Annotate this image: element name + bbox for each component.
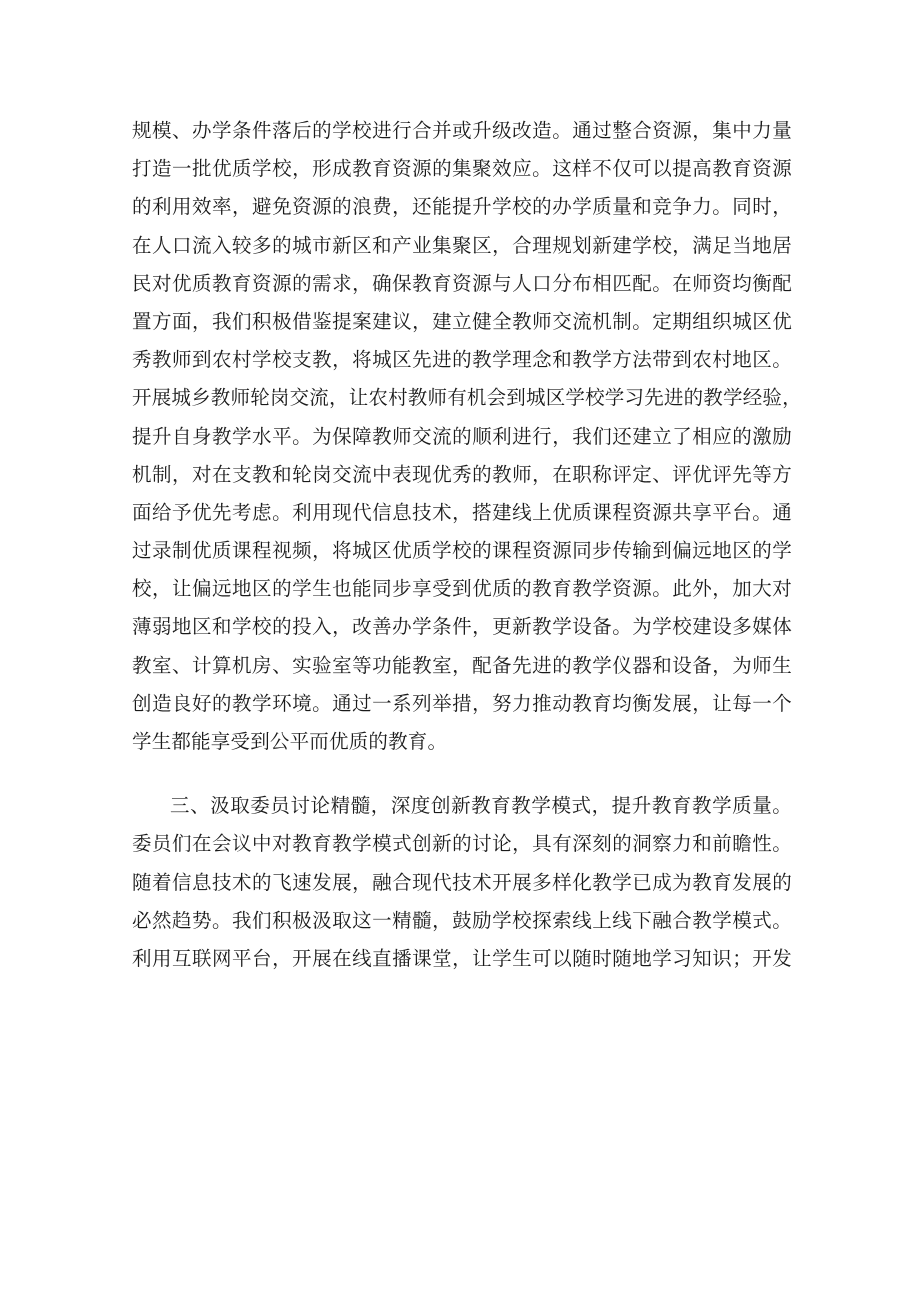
text-line: 薄弱地区和学校的投入，改善办学条件，更新教学设备。为学校建设多媒体 [132, 615, 792, 639]
text-line: 校，让偏远地区的学生也能同步享受到优质的教育教学资源。此外，加大对 [132, 577, 792, 601]
text-line: 的利用效率，避免资源的浪费，还能提升学校的办学质量和竞争力。同时， [132, 195, 792, 219]
paragraph-2 [132, 787, 792, 978]
text-line: 规模、办学条件落后的学校进行合并或升级改造。通过整合资源，集中力量 [132, 119, 792, 142]
section-heading-line: 三、汲取委员讨论精髓，深度创新教育教学模式，提升教育教学质量。 [170, 794, 792, 818]
text-line: 随着信息技术的飞速发展，融合现代技术开展多样化教学已成为教育发展的 [132, 870, 792, 894]
text-line: 民对优质教育资源的需求，确保教育资源与人口分布相匹配。在师资均衡配 [132, 271, 792, 295]
text-line: 教室、计算机房、实验室等功能教室，配备先进的教学仪器和设备，为师生 [132, 653, 792, 677]
paragraph-gap [132, 761, 792, 787]
text-line: 置方面，我们积极借鉴提案建议，建立健全教师交流机制。定期组织城区优 [132, 309, 792, 333]
text-line: 机制，对在支教和轮岗交流中表现优秀的教师，在职称评定、评优评先等方 [132, 462, 792, 486]
text-line: 委员们在会议中对教育教学模式创新的讨论，具有深刻的洞察力和前瞻性。 [132, 832, 792, 856]
document-body [132, 112, 802, 978]
text-line: 秀教师到农村学校支教，将城区先进的教学理念和教学方法带到农村地区。 [132, 348, 792, 372]
text-line: 开展城乡教师轮岗交流，让农村教师有机会到城区学校学习先进的教学经验， [132, 386, 802, 410]
text-line: 过录制优质课程视频，将城区优质学校的课程资源同步传输到偏远地区的学 [132, 539, 792, 563]
text-line: 创造良好的教学环境。通过一系列举措，努力推动教育均衡发展，让每一个 [132, 691, 792, 715]
text-line: 提升自身教学水平。为保障教师交流的顺利进行，我们还建立了相应的激励 [132, 424, 792, 448]
text-line: 打造一批优质学校，形成教育资源的集聚效应。这样不仅可以提高教育资源 [132, 157, 792, 181]
text-line: 学生都能享受到公平而优质的教育。 [132, 730, 448, 753]
text-line: 在人口流入较多的城市新区和产业集聚区，合理规划新建学校，满足当地居 [132, 233, 792, 257]
text-line: 必然趋势。我们积极汲取这一精髓，鼓励学校探索线上线下融合教学模式。 [132, 908, 792, 932]
text-line: 利用互联网平台，开展在线直播课堂，让学生可以随时随地学习知识；开发 [132, 946, 792, 970]
paragraph-1 [132, 112, 802, 761]
text-line: 面给予优先考虑。利用现代信息技术，搭建线上优质课程资源共享平台。通 [132, 500, 792, 524]
